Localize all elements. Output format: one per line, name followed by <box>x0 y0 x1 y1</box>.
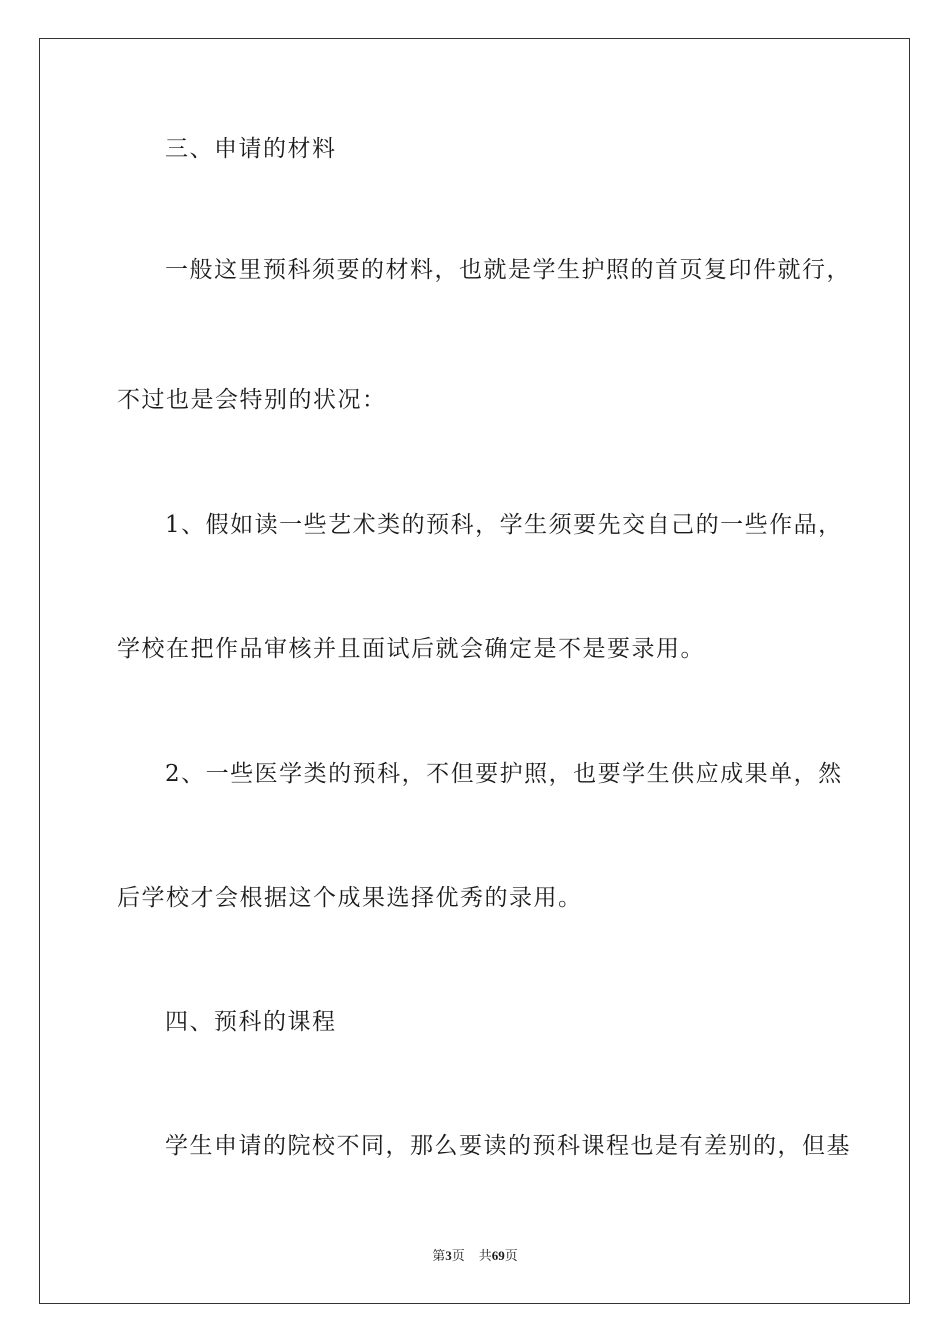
paragraph-line: 一般这里预科须要的材料，也就是学生护照的首页复印件就行， <box>165 257 851 283</box>
footer-page-prefix: 第 <box>432 1248 446 1263</box>
page-footer <box>0 1247 950 1265</box>
section-heading-courses: 四、预科的课程 <box>165 1009 337 1035</box>
footer-page-suffix: 页 <box>451 1248 465 1263</box>
section-heading-materials: 三、申请的材料 <box>165 136 337 162</box>
paragraph-line: 2、一些医学类的预科，不但要护照，也要学生供应成果单，然 <box>165 761 843 787</box>
footer-total-prefix: 共 <box>478 1248 492 1263</box>
page-border <box>39 38 910 1304</box>
footer-total-suffix: 页 <box>504 1248 518 1263</box>
paragraph-line: 学校在把作品审核并且面试后就会确定是不是要录用。 <box>117 636 705 662</box>
footer-page-current: 3 <box>445 1248 452 1263</box>
paragraph-line: 后学校才会根据这个成果选择优秀的录用。 <box>117 885 583 911</box>
paragraph-line: 不过也是会特别的状况： <box>117 387 387 413</box>
footer-page-total: 69 <box>491 1248 505 1263</box>
paragraph-line: 1、假如读一些艺术类的预科，学生须要先交自己的一些作品， <box>165 512 843 538</box>
paragraph-line: 学生申请的院校不同，那么要读的预科课程也是有差别的，但基 <box>165 1133 851 1159</box>
